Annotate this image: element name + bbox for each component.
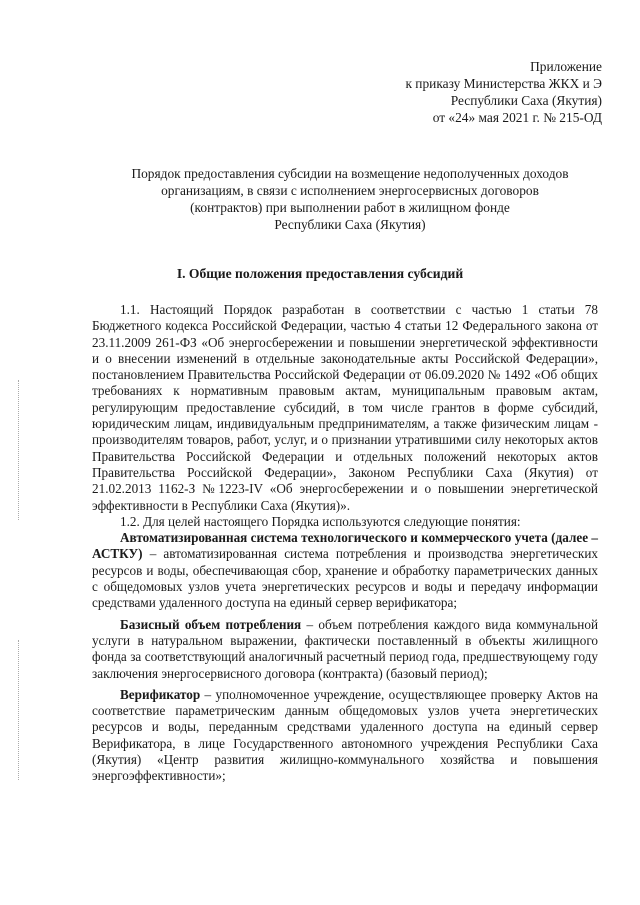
appendix-line: Приложение	[530, 59, 602, 74]
title-line: организациям, в связи с исполнением энергосервисных договоров	[161, 183, 539, 198]
paragraph-1-1: 1.1. Настоящий Порядок разработан в соответствии с частью 1 статьи 78 Бюджетного кодекса Российской Федерации, частью 4 статьи 12 Федерального закона от 23.11.2009 261-ФЗ «Об энергосбережении и повышении энергетической эффективности и о внесении изменений в отдельные законодательные акты Российской Федерации», постановлением Правительства Российской Федерации от 06.09.2020 № 1492 «Об общих требованиях к нормативным правовым актам, муниципальным правовым актам, регулирующим предоставление субсидий, в том числе грантов в форме субсидий, юридическим лицам, индивидуальным предпринимателям, а также физическим лицам - производителям товаров, работ, услуг, и о признании утратившими силу некоторых актов Правительства Российской Федерации и отдельных положений некоторых актов Правительства Российской Федерации», Законом Республики Саха (Якутия) от 21.02.2013 1162-З №1223-IV «Об энергосбережении и о повышении энергетической эффективности в Республики Саха (Якутия)».	[92, 302, 598, 513]
definition-term: Верификатор	[120, 686, 201, 702]
appendix-line: от «24» мая 2021 г. № 215-ОД	[432, 110, 602, 125]
paragraph-1-2: 1.2. Для целей настоящего Порядка используются следующие понятия:	[120, 513, 521, 529]
definition-base-volume	[92, 617, 598, 682]
definition-astku	[92, 530, 598, 611]
definition-text: – объем потребления каждого вида коммунальной услуги в натуральном выражении, фактически поставленный в объекты жилищного фонда за соответствующий аналогичный расчетный период года, предшествующему году заключения энергосервисного договора (контракта) (базовый период);	[92, 616, 598, 681]
definition-text: – автоматизированная система потребления и производства энергетических ресурсов и воды, обеспечивающая сбор, хранение и обработку параметрических данных с общедомовых узлов учета энергетических ресурсов и воды и передачу информации средствами удаленного доступа на единый сервер верификатора;	[92, 546, 598, 611]
title-line: Порядок предоставления субсидии на возмещение недополученных доходов	[131, 166, 569, 181]
definition-term: Базисный объем потребления	[120, 616, 302, 632]
scan-margin-mark	[18, 380, 20, 520]
definition-term: Автоматизированная система технологического и коммерческого учета (далее – АСТКУ)	[92, 530, 598, 562]
section-heading: I. Общие положения предоставления субсидий	[176, 266, 464, 281]
definition-text: – уполномоченное учреждение, осуществляющее проверку Актов на соответствие параметрическим данным общедомовых узлов учета энергетических ресурсов и воды, переданным средствами удаленного доступа на единый сервер Верификатора, в лице Государственного автономного учреждения Республики Саха (Якутия) «Центр развития жилищно-коммунального хозяйства и повышения энергоэффективности»;	[92, 686, 598, 784]
scan-margin-mark	[18, 640, 20, 780]
document-title	[100, 165, 600, 233]
appendix-block	[405, 58, 602, 126]
document-body	[92, 302, 598, 785]
title-line: Республики Саха (Якутия)	[274, 217, 426, 232]
definition-verifier	[92, 687, 598, 785]
title-line: (контрактов) при выполнении работ в жилищном фонде	[190, 200, 510, 215]
appendix-line: к приказу Министерства ЖКХ и Э	[405, 76, 602, 91]
appendix-line: Республики Саха (Якутия)	[450, 93, 602, 108]
